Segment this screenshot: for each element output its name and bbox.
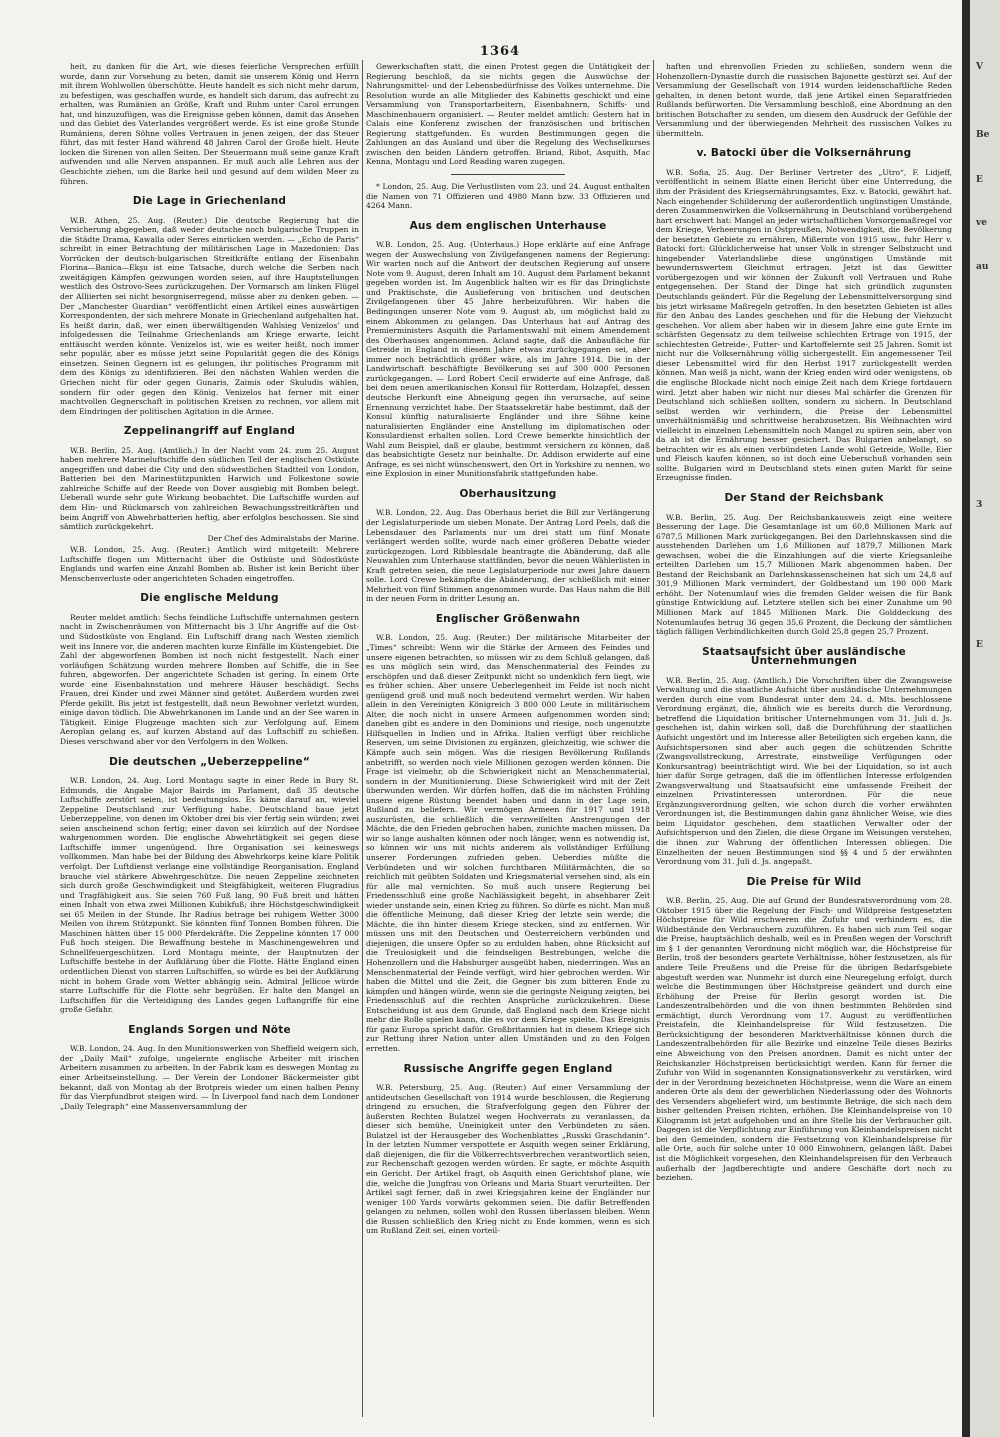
adjacent-fragment: Be bbox=[976, 130, 990, 140]
article-paragraph: Gewerkschaften statt, die einen Protest gegen die Untätigkeit der Regierung beschloß, da sie nichts gegen die Auswüchse der Nahrungsmittel- und der Lebensbedürfnisse des Volkes unternehme. Die Resolution wurde an alle Mitglieder des Kabinetts geschickt und eine Versammlung von Transportarbeitern, Eisenbahnern, Schiffs- und Maschinenbauern organisiert. — Reuter meldet amtlich: Gestern hat in Calais eine Konferenz zwischen der französischen und britischen Regierung stattgefunden. Es wurden Bestimmungen gegen die Zahlungen an das Ausland und über die Regelung des Wechselkurses zwischen den beiden Ländern getroffen. Briand, Ribot, Asquith, Mac Kenna, Montagu und Lord Reading waren zugegen. bbox=[366, 62, 650, 167]
adjacent-fragment: E bbox=[976, 175, 983, 185]
article-headline: Aus dem englischen Unterhause bbox=[409, 219, 607, 232]
article-headline: Die Preise für Wild bbox=[746, 875, 862, 888]
article-headline: v. Batocki über die Volksernährung bbox=[696, 147, 912, 160]
article-paragraph: W.B. Berlin, 25. Aug. (Amtlich.) In der Nacht vom 24. zum 25. August haben mehrere Marineluftschiffe den südlichen Teil der englischen Ostküste angegriffen und dabei die City und den südwestlichen Stadtteil von London, Batterien bei den Marinestützpunkten Harwich und Folkestone sowie zahlreiche Schiffe auf der Reede von Dover ausgiebig mit Bomben belegt. Ueberall wurde sehr gute Wirkung beobachtet. Die Luftschiffe wurden auf dem Hin- und Rückmarsch von zahlreichen Bewachungsstreitkräften und beim Angriff von Abwehrbatterien heftig, aber erfolglos beschossen. Sie sind sämtlich zurückgekehrt. bbox=[60, 445, 359, 532]
page-gutter-shadow bbox=[962, 0, 970, 1437]
article-paragraph: W.B. Sofia, 25. Aug. Der Berliner Vertreter des „Utro“, F. Lidjeff, veröffentlicht in seinem Blatte einen Bericht über eine Unterredung, die ihm der Präsident des Kriegsernährungsamtes, Exz. v. Batocki, gewährt hat. Nach eingehender Schilderung der außerordentlich ungünstigen Umstände, deren Zusammenwirken die Volksernährung in Deutschland vorübergehend hart erschwert hat: Mangel an jeder wirtschaftlichen Vorsorgemaßregel vor dem Kriege, Verheerungen in Ostpreußen, Notwendigkeit, die Bevölkerung der besetzten Gebiete zu ernähren, Mißernte von 1915 usw., fuhr Herr v. Batocki fort: Glücklicherweise hat unser Volk in strenger Selbstzucht und hingebender Vaterlandsliebe diese ungünstigen Umstände mit bewundernswertem Gleichmut ertragen. Jetzt ist das Gewitter vorübergezogen und wir können der Zukunft voll Vertrauen und Ruhe entgegensehen. Der Stand der Dinge hat sich gründlich zugunsten Deutschlands geändert. Für die Regelung der Lebensmittelversorgung sind bis jetzt wirksame Maßregeln getroffen. In den besetzten Gebieten ist alles für den Anbau des Landes geschehen und für die Hebung der Viehzucht geschehen. Vor allem aber haben wir in diesem Jahre eine gute Ernte im schärfsten Gegensatz zu dem teilweise schlechten Ertrage von 1915, der schlechtesten Getreide-, Futter- und Kartoffelernte seit 25 Jahren. Somit ist nicht nur die Volksernährung völlig sichergestellt. Ein angemessener Teil dieser Lebensmittel wird für den Herbst 1917 zurückgestellt werden können. Man weiß ja nicht, wann der Krieg enden wird oder wenigstens, ob die englische Blockade nicht noch einige Zeit nach dem Kriege fortdauern wird. Jetzt aber haben wir nicht nur dieses Mal schärfer die Grenzen für Deutschland sich schließen sollten, sondern zu sichern. In Deutschland selbst werden wir verhindern, die Preise der Lebensmittel unverhältnismäßig und schrittweise herabzusetzen. Bis Weihnachten wird vielleicht in einzelnen Lebensmitteln noch Mangel zu spüren sein, aber von da ab ist die Ernährung besser gesichert. Das Bulgarien anbelangt, so betrachten wir es als einen verbündeten Lande wohl Getreide, Wolle, Eier und Fleisch kaufen können, so ist doch eine Ueberschuß vorhanden sein sollte. Bulgarien wird in Deutschland stets einen guten Markt für seine Erzeugnisse finden. bbox=[656, 167, 952, 483]
article-headline: Die englische Meldung bbox=[140, 592, 279, 605]
article-paragraph: W.B. London, 25. Aug. (Reuter.) Der militärische Mitarbeiter der „Times“ schreibt: Wenn wir die Stärke der Armeen des Feindes und unsere eigenen betrachten, so müssen wir zu dem Schluß gelangen, daß es uns möglich sein wird, das Menschenmaterial des Feindes zu erschöpfen und daß dieser Zeitpunkt nicht so undenklich fern liegt, wie es früher schien. Aber unsere Ueberlegenheit im Felde ist noch nicht genügend groß und muß noch bedeutend vermehrt werden. Wir haben allein in den Vereinigten Königreich 3 800 000 Leute in militärischem Alter, die noch nicht in unsere Armeen aufgenommen worden sind; daneben gibt es andere in den Dominions und riesige, noch ungenutzte Hilfsquellen in Indien und in Afrika. Italien verfügt über reichliche Reserven, um seine Divisionen zu ergänzen, gleichzeitig, wie schwer die Kämpfe auch sein mögen. Was die riesigen Bevölkerung Rußlands anbetrifft, so werden noch viele Millionen gezogen werden können. Die Frage ist vielmehr, ob die Schwierigkeit nicht an Menschenmaterial, sondern in der Munitionierung. Diese Schwierigkeit wird mit der Zeit überwunden werden. Wir dürfen hoffen, daß die im nächsten Frühling unsere eigene Rüstung beendet haben und dann in der Lage sein, Rußland zu beliefern. Wir vermögen Armeen für 1917 und 1918 auszurüsten, die schließlich die verzweifelten Anstrengungen der Mächte, die den Frieden gebrochen haben, zunichte machen müssen. Da wir so lange aushalten können oder noch länger, wenn es notwendig ist, so können wir uns mit nichts anderem als vollständiger Erfüllung unserer Forderungen zufrieden geben. Ueberdies müßte die Verbündeten und wir solchen furchtbaren Militärmächten, die so reichlich mit geübten Soldaten und Kriegsmaterial versehen sind, als ein für alle mal vernichten. So muß auch unsere Regierung bei Friedensschluß eine große Nachlässigkeit begeht, in absehbarer Zeit wieder unstande sein, einen Krieg zu führen. So dürfe es nicht. Man muß die öffentliche Meinung, daß dieser Krieg der letzte sein werde; die Mächte, die ihn hinter diesem Kriege stecken, sind zu entfernen. Wir müssen uns mit den Deutschen und Oesterreichern verbünden und diejenigen, die unsere Opfer so zu erdulden haben, ohne Rücksicht auf die Treulosigkeit und die feindseligen Bestrebungen, welche die Hohenzollern und die Habsburger ausgeübt haben, niederringen. Was an Menschenmaterial der Feinde verfügt, wird hier gebrochen werden. Wir haben die Mittel und die Zeit, die Gegner bis zum bitteren Ende zu kämpfen und hängen würde, wenn sie die geringste Neigung zeigten, bei Friedensschluß auf die rechten Ansprüche zurückzukehren. Diese Entscheidung ist aus dem Grunde, daß England nach dem Kriege nicht mehr die Rolle spielen kann, die es vor dem Kriege spielte. Das Ereignis für ganz Europa spricht dafür. Großbritannien hat in diesem Kriege sich zur Rettung ihrer Nation unter allen Umständen und zu den Folgen erretten. bbox=[366, 633, 650, 1053]
article-headline: Der Stand der Reichsbank bbox=[724, 491, 884, 504]
article-paragraph: W.B. London, 24. Aug. Lord Montagu sagte in einer Rede in Bury St. Edmunds, die Angabe Major Bairds im Parlament, daß 35 deutsche Luftschiffe zerstört seien, ist bedeutungslos. Es käme darauf an, wieviel Zeppeline Deutschland zur Verfügung habe. Deutschland baue jetzt Ueberzeppeline, von denen im Oktober drei bis vier fertig sein würden; zwei seien anscheinend schon fertig; einer davon sei kürzlich auf der Nordsee wahrgenommen worden. Die englische Abwehrtätigkeit sei gegen diese Luftschiffe immer ungenügend. Ihre Organisation sei keineswegs vollkommen. Man habe bei der Bildung des Abwehrkorps keine klare Politik verfolgt. Der Luftdienst verlange eine vollständige Reorganisation. England brauche viel stärkere Abwehrgeschütze. Die neuen Zeppeline zeichneten sich durch große Geschwindigkeit und Steigfähigkeit, weiteren Flugradius und Tragfähigkeit aus. Sie seien 760 Fuß lang, 90 Fuß breit und hätten einen Inhalt von etwa zwei Millionen Kubikfuß; ihre Höchstgeschwindigkeit sei 65 Meilen in der Stunde. Ihr Radius betrage bei ruhigem Wetter 3000 Meilen von ihrem Stützpunkt. Sie könnten fünf Tonnen Bomben führen. Die Maschinen hätten über 15 000 Pferdekräfte. Die Zeppeline könnten 17 000 Fuß hoch steigen. Die Bewaffnung bestehe in Maschinengewehren und Schnellfeuergeschützen. Lord Montagu meinte, der Hauptnutzen der Luftschiffe bestehe in der Aufklärung über die Flotte. Hätte England einen ordentlichen Dienst von starren Luftschiffen, so würde es bei der Aufklärung nicht in hohem Grade vom Wetter abhängig sein. Admiral Jellicoe würde starre Luftschiffe für die Flotte sehr begrüßen. Er halte den Mangel an Luftschiffen für die Verteidigung des Landes gegen Luftangriffe für eine große Gefahr. bbox=[60, 776, 359, 1015]
article-paragraph: W.B. London, 22. Aug. Das Oberhaus beriet die Bill zur Verlängerung der Legislaturperiode um sieben Monate. Der Antrag Lord Peels, daß die Lebensdauer des Parlaments nur um drei statt um fünf Monate verlängert werden sollte, wurde nach einer größeren Debatte wieder zurückgezogen. Lord Ribblesdale beantragte die Abänderung, daß alle Neuwahlen zum Unterhause stattfänden, bevor die neuen Wählerlisten in Kraft getreten seien, die neue Legislaturperiode nur zwei Jahre dauern solle. Lord Crewe bekämpfte die Abänderung, der schließlich mit einer Mehrheit von fünf Stimmen angenommen wurde. Das Haus nahm die Bill in der neuen Form in dritter Lesung an. bbox=[366, 508, 650, 604]
article-paragraph: W.B. Athen, 25. Aug. (Reuter.) Die deutsche Regierung hat die Versicherung abgegeben, daß weder deutsche noch bulgarische Truppen in die Städte Drama, Kawalla oder Seres einrücken werden. — „Echo de Paris“ schreibt in einer Betrachtung der militärischen Lage in Mazedonien: Das Vorrücken der deutsch-bulgarischen Streitkräfte entlang der Eisenbahn Florina—Banica—Ekşu ist eine Tatsache, durch welche die Serben nach zweitägigen Kämpfen gezwungen worden seien, auf ihre Hauptstellungen westlich des Ostrovo-Sees zurückzugehen. Der Vormarsch am linken Flügel der Alliierten sei nicht besorgniserregend, müsse aber zu denken geben. — Der „Manchester Guardian“ veröffentlicht einen Artikel eines auswärtigen Korrespondenten, der sich mehrere Monate in Griechenland aufgehalten hat. Es heißt darin, daß, wer einen überwältigenden Wahlsieg Venizelos’ und infolgedessen die Teilnahme Griechenlands am Kriege erwarte, leicht enttäuscht werden könnte. Venizelos ist, wie es weiter heißt, noch immer sehr populär, aber es müsse jetzt seine Popularität gegen die des Königs einsetzen. Seinen Gegnern ist es gelungen, ihr politisches Programm mit dem des Königs zu identifizieren. Bei den nächsten Wahlen werden die Griechen nicht für oder gegen Gunaris, Zaimis oder Skuludis wählen, sondern für oder gegen den König. Venizelos hat ferner mit einer machtvollen Gegnerschaft in politischen Kreisen zu rechnen, vor allem mit dem Eindringen der politischen Agitation in die Armee. bbox=[60, 215, 359, 416]
column-rule bbox=[653, 60, 654, 1417]
adjacent-fragment: ve bbox=[976, 218, 987, 228]
article-paragraph: W.B. London, 25. Aug. (Reuter.) Amtlich wird mitgeteilt: Mehrere Luftschiffe flogen um Mitternacht über die Ostküste und Südostküste Englands und warfen eine Anzahl Bomben ab. Bisher ist kein Bericht über Menschenverluste oder angerichteten Schaden eingetroffen. bbox=[60, 545, 359, 583]
page-number: 1364 bbox=[479, 44, 521, 59]
adjacent-fragment: V bbox=[976, 62, 983, 72]
article-headline: Oberhausitzung bbox=[459, 487, 557, 500]
article-paragraph: W.B. Berlin, 25. Aug. (Amtlich.) Die Vorschriften über die Zwangsweise Verwaltung und die staatliche Aufsicht über ausländische Unternehmungen werden durch eine vom Bundesrat unter dem 24. d. Mts. beschlossene Verordnung ergänzt, die, ähnlich wie es bereits durch die Verordnung, betreffend die Liquidation britischer Unternehmungen vom 31. Juli d. Js. geschehen ist, dahin wirken soll, daß die Durchführung der staatlichen Aufsicht ungestört und im Interesse aller Beteiligten sich ergeben kann, die Aufsichtspersonen sind aber auch gegen die schützenden Schritte (Zwangsvollstreckung, Arrestrate, einstweilige Verfügungen oder Konkursantrag) beeinträchtigt wird. Wie bei der Liquidation, so ist auch hier dafür Sorge getragen, daß die im öffentlichen Interesse erfolgenden Zwangsverwaltung und Staatsaufsicht eine umfassende Freiheit der einzelnen Privatinteressen unterordnen. Für die neue Ergänzungsverordnung gelten, wie schon durch die vorher erwähnten Verordnungen ist, die Bestimmungen dahin ganz ähnlicher Weise, wie dies beim Liquidator geschehen, dem staatlichen Verwalter oder der Aufsichtsperson und den Zielen, die diese Organe im Weisungen verstehen, die ihnen zur Wahrung der öffentlichen Interessen obliegen. Die Einzelheiten der neuen Bestimmungen sind §§ 4 und 5 der erwähnten Verordnung vom 31. Juli d. Js. angepaßt. bbox=[656, 675, 952, 867]
article-paragraph: Reuter meldet amtlich: Sechs feindliche Luftschiffe unternahmen gestern nacht in Zwischenräumen von Mitternacht bis 3 Uhr Angriffe auf die Ost- und Südostküste von England. Ein Luftschiff drang nach Westen ziemlich weit ins Innere vor, die anderen machten kurze Einfälle im Küstengebiet. Die Zahl der abgeworfenen Bomben ist noch nicht festgestellt. Nach einer vorläufigen Schätzung wurden mehrere Bomben auf Schiffe, die in See fuhren, abgeworfen. Der angerichtete Schaden ist gering. In einem Orte wurde eine Eisenbahnstation und mehrere Häuser beschädigt. Sechs Frauen, drei Kinder und zwei Männer sind getötet. Außerdem wurden zwei Pferde gekillt. Bis jetzt ist festgestellt, daß neun Bewohner verletzt wurden, einige davon tödlich. Die Abwehrkanonen im Lande und an der See waren in Tätigkeit. Einige Flugzeuge machten sich zur Verfolgung auf. Einem Aeroplan gelang es, auf kurzen Abstand auf das Luftschiff zu schießen. Dieses verschwand aber vor den Verfolgern in den Wolken. bbox=[60, 612, 359, 746]
section-separator bbox=[451, 174, 565, 175]
article-headline: Zeppelinangriff auf England bbox=[123, 425, 296, 438]
article-headline: Die Lage in Griechenland bbox=[132, 195, 287, 208]
article-paragraph: W.B. Petersburg, 25. Aug. (Reuter.) Auf einer Versammlung der antideutschen Gesellschaft von 1914 wurde beschlossen, die Regierung dringend zu ersuchen, die Strafverfolgung gegen den Führer der äußersten Rechten Bulatzel wegen Hochverrats zu veranlassen, da dieser sich bemühe, Uneinigkeit unter den Verbündeten zu säen. Bulatzel ist der Herausgeber des Wochenblattes „Russki Graschdanin“. In der letzten Nummer verspottete er Asquith wegen seiner Erklärung, daß diejenigen, die für die Völkerrechtsverbrechen verantwortlich seien, zur Rechenschaft gezogen werden würden. Er sagte, er möchte Asquith ein Gericht. Der Artikel fragt, ob Asquith einen Gerichtshof plane, wie die, welche die Jungfrau von Orleans und Maria Stuart verurteilten. Der Artikel sagt ferner, daß in zwei Kriegsjahren keine der Engländer nur weniger 100 Yards vorwärts gekommen seien. Die dafür Betreffenden gelangen zu nehmen, sollen wohl den Russen überlassen bleiben. Wenn die Russen schließlich den Krieg nicht zu Ende kommen, wenn es sich um Rußland Zeit sei, einen vorteil- bbox=[366, 1083, 650, 1236]
article-paragraph: W.B. London, 25. Aug. (Unterhaus.) Hope erklärte auf eine Anfrage wegen der Auswechslung von Zivilgefangenen namens der Regierung: Wir warten noch auf die Antwort der deutschen Regierung auf unsere Note vom 9. August, deren Inhalt am 10. August dem Parlament bekannt gegeben worden ist. Im Augenblick halten wir es für das Dringlichste und Praktischste, die Auslieferung von britischen und deutschen Zivilgefangenen über 45 Jahre herbeizuführen. Wir haben die Bedingungen unserer Note vom 9. August ab, um möglichst bald zu einem Abkommen zu gelangen. Das Unterhaus hat auf Antrag des Premierministers Asquith die Parlamentswahl mit einem Amendement des Oberhauses angenommen. Acland sagte, daß die Anbaufläche für Getreide in England in diesem Jahre etwas zurückgegangen sei, aber immer noch beträchtlich größer wäre, als im Jahre 1914. Die in der Landwirtschaft beschäftigte Bevölkerung sei auf 300 000 Personen zurückgegangen. — Lord Robert Cecil erwiderte auf eine Anfrage, daß bei dem neuen amerikanischen Konsul für Rotterdam, Holzapfel, dessen deutsche Herkunft eine Abneigung gegen ihn verursache, auf seine Ernennung verzichtet habe. Der Staatssekretär habe bestimmt, daß der Konsul künftig naturalisierte Engländer und ihre Söhne keine naturalisierten Engländer eine Anstellung im diplomatischen oder Konsulardienst erhalten sollen. Lord Crewe bemerkte hinsichtlich der Wahl zum Beispiel, daß er glaube, bestimmt versichern zu können, daß das beabsichtigte Gesetz nur beinhalte. Dr. Addison erwiderte auf eine Anfrage, es sei nicht wünschenswert, den Ort in Yorkshire zu nennen, wo eine Explosion in einer Munitionsfabrik stattgefunden habe. bbox=[366, 240, 650, 479]
column-1 bbox=[60, 62, 359, 1419]
article-paragraph: W.B. Berlin, 25. Aug. Die auf Grund der Bundesratsverordnung vom 28. Oktober 1915 über die Regelung der Fisch- und Wildpreise festgesetzten Höchstpreise für Wild erschweren die Zufuhr und verhindern es, die Wildbestände den Verbrauchern zuzuführen. Es haben sich zum Teil sogar die Preise, hauptsächlich deshalb, weil es in Preußen wegen der Vorschrift im § 1 der genannten Verordnung nicht möglich war, die Höchstpreise für Berlin, troß der besonders geartete Verhältnisse, höher festzusetzen, als für andere Teile Preußens und die Preise für die übrigen Bedarfsgebiete abgestuft werden war. Nunmehr ist durch eine Neuregelung erfolgt, durch welche die Bestimmungen über Höchstpreise geändert und durch eine Erhöhung der Preise für Berlin gesorgt worden ist. Die Landeszentralbehörden und die von ihnen bestimmten Behörden sind ermächtigt, durch Verordnung vom 17. August zu veröffentlichen Preistafeln, die Kleinhandelspreise für Wild festzusetzen. Die Berücksichtigung der besonderen Marktverhältnisse können durch die Landeszentralbehörden für alle Bezirke und einzelne Teile dieses Bezirks eine Abweichung von den Preisen anordnen. Damit es nicht unter der Reichskanzler Höchstpreisen berücksichtigt werden. Kann für ferner die Zufuhr von Wild in sogenannten Konsignationsverkehr zu verstärken, wird der in der Verordnung bezeichneten Höchstpreise, wenn die Ware an einem anderen Orte als dem der gewerblichen Niederlassung oder des Wohnorts des Versenders abgeliefert wird, um bestimmte Beträge, die sich nach dem bisher geltenden Preisen richten, erhöhen. Die Kleinhandelspreise von 10 Kilogramm ist jetzt aufgehoben und an ihre Stelle bis der Verbraucher gilt. Dagegen ist die Verpflichtung zur Einführung von Kleinhandelspreisen nicht bei den Gemeinden, sondern die Festsetzung von Kleinhandelspreise für alle Orte, auch für solche unter 10 000 Einwohnern, gelangen läßt. Dabei ist die Möglichkeit vorgesehen, den Kleinhandelspreisen für den Verbrauch außerhalb der Jagdberechtigte und andere Geschäfte dort noch zu beziehen. bbox=[656, 896, 952, 1183]
adjacent-page-edge bbox=[962, 0, 1000, 1437]
article-paragraph: W.B. Berlin, 25. Aug. Der Reichsbankausweis zeigt eine weitere Besserung der Lage. Die Gesamtanlage ist um 60,8 Millionen Mark auf 6787,5 Millionen Mark zurückgegangen. Bei den Darlehnskassen sind die ausstehenden Darlehen um 1,6 Millionen auf 1879,7 Millionen Mark gewachsen, wobei die die Einzahlungen auf die vierte Kriegsanleihe erteilten Darlehen um 15,7 Millionen Mark abgenommen haben. Der Bestand der Reichsbank an Darlehnskassenscheinen hat sich um 24,8 auf 301,9 Millionen Mark vermindert, der Goldbestand um 190 000 Mark erhöht. Der Notenumlauf wies die fremden Gelder weisen die für Bank günstige Entwicklung auf. Letztere stellen sich bei einer Zunahme um 90 Millionen Mark auf 1845 Millionen Mark. Die Golddeckung des Notenumlaufes betrug 36 gegen 35,6 Prozent, die Deckung der sämtlichen täglich fälligen Verbindlichkeiten durch Gold 25,8 gegen 25,7 Prozent. bbox=[656, 512, 952, 637]
article-paragraph: * London, 25. Aug. Die Verlustlisten vom 23. und 24. August enthalten die Namen von 71 Offizieren und 4980 Mann bzw. 33 Offizieren und 4264 Mann. bbox=[366, 182, 650, 211]
article-headline: Englischer Größenwahn bbox=[435, 612, 581, 625]
column-rule bbox=[362, 60, 363, 1417]
article-headline: Staatsaufsicht über ausländische Unternehmungen bbox=[702, 645, 906, 668]
adjacent-fragment: 3 bbox=[976, 500, 983, 510]
article-headline: Englands Sorgen und Nöte bbox=[128, 1023, 291, 1036]
article-headline: Russische Angriffe gegen England bbox=[403, 1062, 613, 1075]
article-paragraph: haften und ehrenvollen Frieden zu schließen, sondern wenn die Hohenzollern-Dynastie durch die russischen Bajonette gestürzt sei. Auf der Versammlung der Gesellschaft von 1914 wurden leidenschaftliche Reden gehalten, in denen betont wurde, daß jene Artikel einen Separatfrieden Rußlands befürworten. Die Versammlung beschloß, eine Abordnung an den britischen Botschafter zu senden, um diesem den Ausdruck der Gefühle der Versammlung und der überwiegenden Mehrheit des russischen Volkes zu übermitteln. bbox=[656, 62, 952, 138]
article-paragraph: W.B. London, 24. Aug. In den Munitionswerken von Sheffield weigern sich, der „Daily Mail“ zufolge, ungelernte englische Arbeiter mit irischen Arbeitern zusammen zu arbeiten. In der Fabrik kam es deswegen Montag zu einer Arbeitseinstellung. — Der Verein der Londoner Bäckermeister gibt bekannt, daß von Montag ab der Brotpreis wieder um einen halben Penny für das Vierpfundbrot steigen wird. — In Liverpool fand nach dem Londoner „Daily Telegraph“ eine Massenversammlung der bbox=[60, 1044, 359, 1111]
column-2 bbox=[366, 62, 650, 1419]
signature-line: Der Chef des Admiralstabs der Marine. bbox=[207, 533, 359, 543]
article-paragraph: heit, zu danken für die Art, wie dieses feierliche Versprechen erfüllt wurde, dann zur Vorsehung zu beten, damit sie unserem König und Herrn mit ihrem Wohlwollen überschütte. Heute handelt es sich nicht mehr darum, zu befestigen, was geschaffen wurde, es handelt sich darum, das aufrecht zu erhalten, was Rumänien an Größe, Kraft und Ruhm unter Carol errungen hat, und hinzuzufügen, was die Ereignisse geben können, damit das Ansehen und das Gebiet des Vaterlandes vergrößert werde. Es ist eine große Stunde Rumäniens, deren Söhne volles Vertrauen in jenen zeigen, der das Steuer führt, das mit fester Hand während 48 Jahren Carol der Große hielt. Heute locken die Sirenen von allen Seiten. Der Steuermann muß seine ganze Kraft aufwenden und alle Nerven anspannen. Er muß auch alle Lehren aus der Geschichte ziehen, um die Barke heil und gesund auf dem wilden Meer zu führen. bbox=[60, 62, 359, 186]
column-3 bbox=[656, 62, 952, 1419]
adjacent-fragment: au bbox=[976, 262, 989, 272]
adjacent-fragment: E bbox=[976, 640, 983, 650]
article-headline: Die deutschen „Ueberzeppeline“ bbox=[109, 755, 310, 768]
